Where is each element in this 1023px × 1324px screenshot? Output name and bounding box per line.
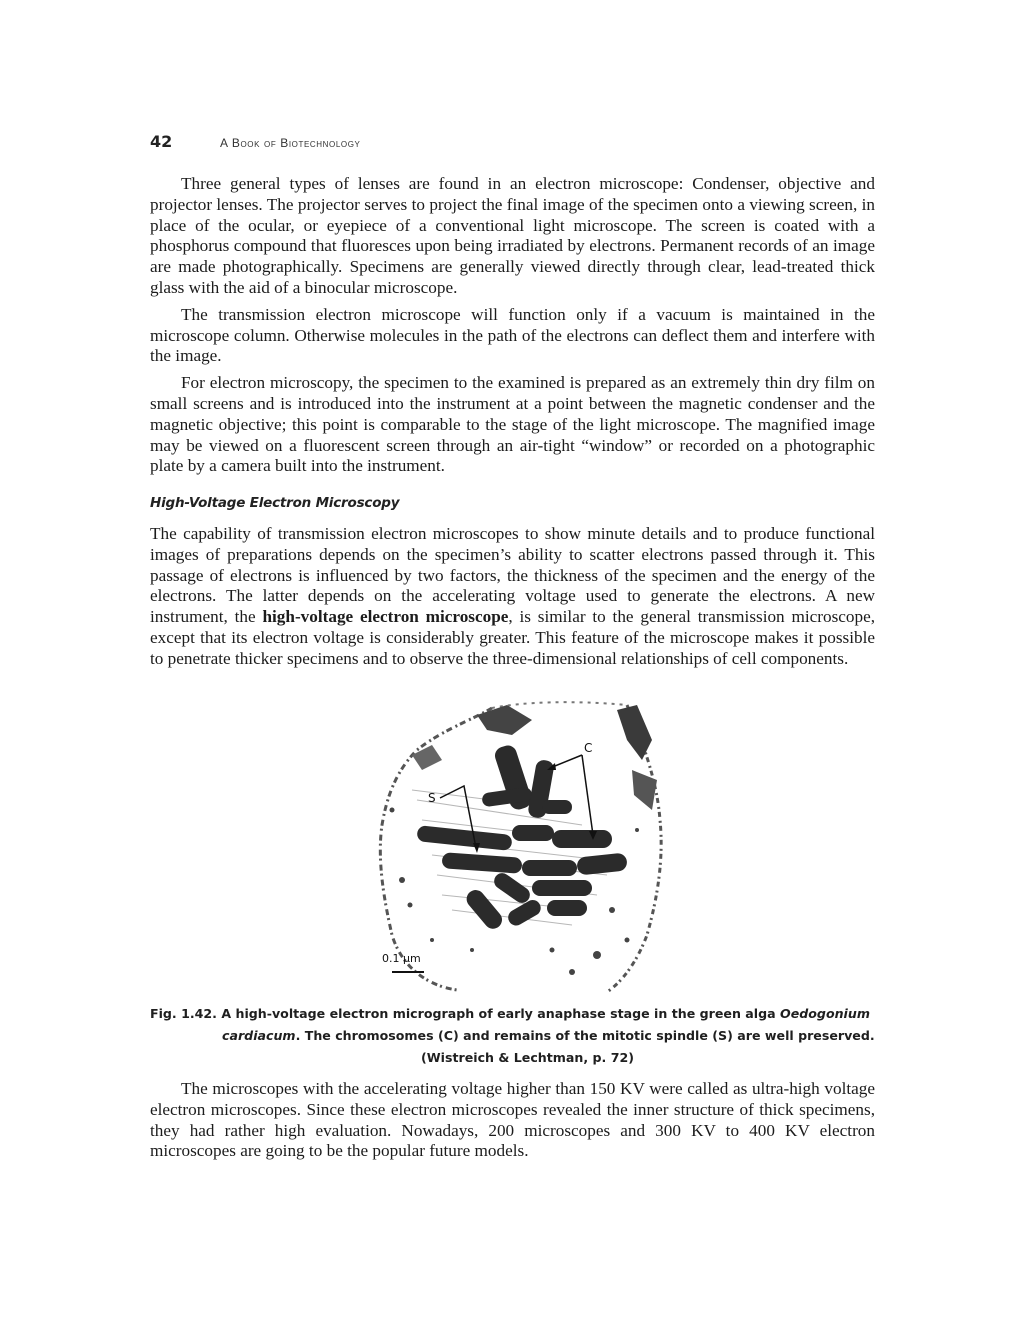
closing-text	[150, 1079, 875, 1168]
caption-line-2	[150, 1025, 875, 1047]
caption-source: (Wistreich & Lechtman, p. 72)	[421, 1050, 634, 1065]
paragraph-specimen-prep: For electron microscopy, the specimen to the examined is prepared as an extremely thin dry film on small screens and is introduced into the instrument at a point between the magnetic condenser and the magnetic objective; this point is comparable to the stage of the light microscope. The magnified image may be viewed on a fluorescent screen through an air-tight “window” or recorded on a photographic plate by a camera built into the instrument.	[150, 373, 875, 476]
paragraph-vacuum: The transmission electron microscope will function only if a vacuum is maintained in the microscope column. Otherwise molecules in the path of the electrons can deflect them and interfere with the image.	[150, 304, 875, 366]
label-chromosome: C	[584, 741, 593, 755]
caption-rest: . The chromosomes (C) and remains of the mitotic spindle (S) are well preserved.	[295, 1028, 875, 1043]
paragraph-part-1: The capability of transmission electron microscopes to show minute details and to produce functional images of preparations depends on the specimen’s ability to scatter electrons passed through it. This passage of electrons is influenced by two factors, the thickness of the specimen and the energy of the electrons. The latter depends on the accelerating voltage used to generate the electrons. A new instrument, the	[150, 524, 875, 627]
paragraph-ultra-high-voltage: The microscopes with the accelerating voltage higher than 150 KV were called as ultra-high voltage electron microscopes. Since these electron microscopes revealed the inner structure of thick specimens, they had rather high evaluation. Nowadays, 200 microscopes and 300 KV to 400 KV electron microscopes are going to be the popular future models.	[150, 1079, 875, 1161]
caption-species: cardiacum	[222, 1028, 296, 1043]
scale-label: 0.1 μm	[382, 952, 421, 965]
caption-line-1	[150, 1003, 875, 1025]
page-header	[150, 132, 875, 154]
micrograph-figure	[372, 700, 664, 992]
section-text	[150, 524, 875, 676]
caption-genus: Oedogonium	[780, 1006, 870, 1021]
figure-caption	[150, 1003, 875, 1069]
label-spindle: S	[428, 791, 436, 805]
page-number: 42	[150, 132, 173, 151]
bold-term: high-voltage electron microscope	[262, 607, 509, 627]
caption-prefix: Fig. 1.42. A high-voltage electron micrograph of early anaphase stage in the green alga	[150, 1006, 781, 1021]
paragraph-part-2: , is similar to the general transmission microscope, except that its electron voltage is considerably greater. This feature of the microscope makes it possible to penetrate thicker specimens and to observe the three-dimensional relationships of cell components.	[150, 607, 875, 668]
micrograph-image	[372, 700, 664, 992]
intro-text	[150, 174, 875, 483]
running-title: A Book of Biotechnology	[220, 136, 361, 150]
section-heading: High-Voltage Electron Microscopy	[150, 495, 400, 511]
paragraph-high-voltage	[150, 524, 875, 670]
paragraph-lenses: Three general types of lenses are found in an electron microscope: Condenser, objective and projector lenses. The projector serves to project the final image of the specimen onto a viewing screen, in place of the ocular, or eyepiece of a conventional light microscope. The screen is coated with a phosphorus compound that fluoresces upon being irradiated by electrons. Permanent records of an image are made photographically. Specimens are generally viewed directly through clear, lead-treated thick glass with the aid of a binocular microscope.	[150, 174, 875, 297]
